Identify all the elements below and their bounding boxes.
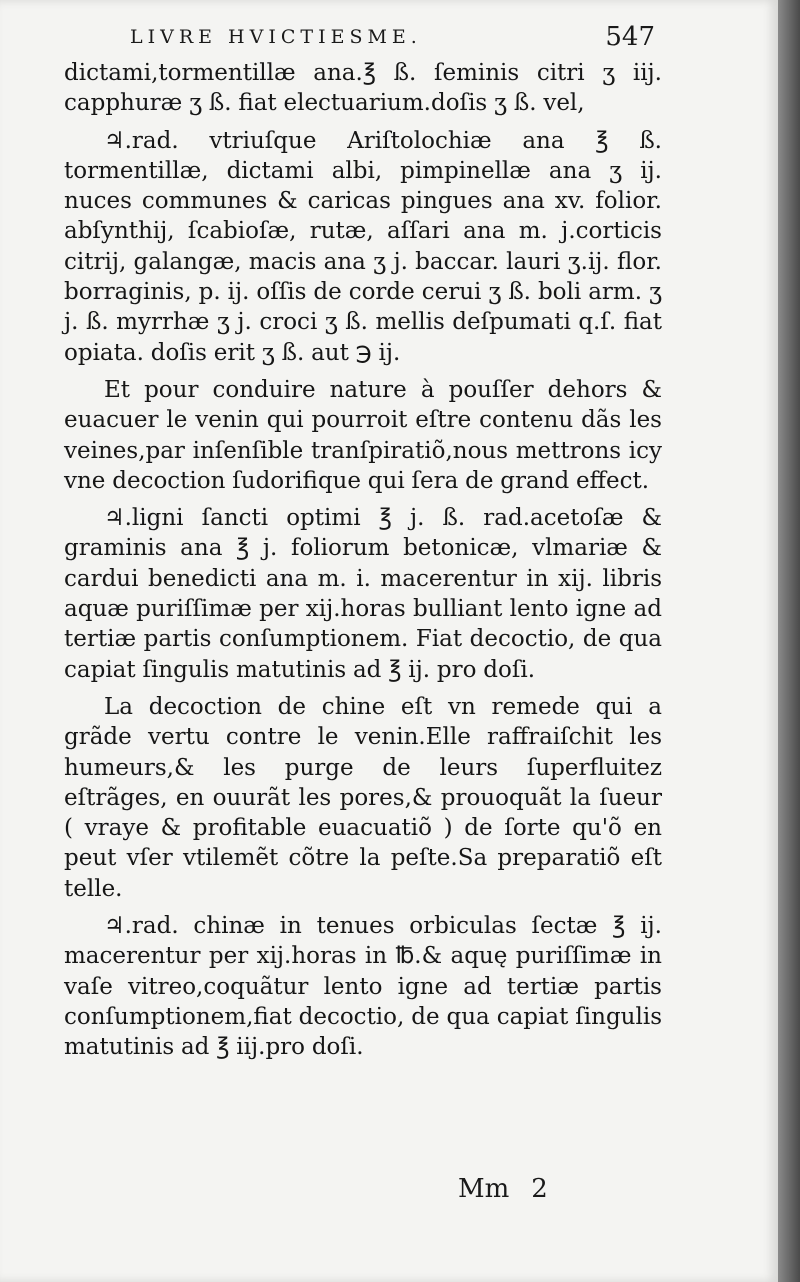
body-text: [64, 58, 662, 1063]
paragraph-china-recipe: ♃.rad. chinæ in tenues orbiculas ſectæ ℥ ij. macerentur per xij.horas in ℔.& aquę puriſſimæ in vaſe vitreo,coquãtur lento igne ad tertiæ partis conſumptionem,fiat decoctio, de qua capiat ſingulis matutinis ad ℥ iij.pro doſi.: [64, 913, 662, 1061]
paragraph-sudorific-intro: Et pour conduire nature à pouſſer dehors & euacuer le venin qui pourroit eſtre contenu dãs les veines,par inſenſible tranſpiratiõ,nous mettrons icy vne decoction ſudorifique qui ſera de grand effect.: [64, 376, 662, 494]
page-header: [130, 22, 655, 58]
signature-letters: Mm: [458, 1174, 510, 1204]
page-number: 547: [605, 22, 655, 52]
running-title: LIVRE HVICTIESME.: [130, 26, 422, 48]
signature-number: 2: [531, 1174, 548, 1204]
book-gutter-shadow: [778, 0, 800, 1282]
signature-mark: [458, 1174, 548, 1204]
paragraph-opiata-recipe: ♃.rad. vtriuſque Ariſtolochiæ ana ℥ ß. tormentillæ, dictami albi, pimpinellæ ana ʒ ij. nuces communes & caricas pingues ana xv. folior. abſynthij, ſcabioſæ, rutæ, aſſari ana m. j.corticis citrij, galangæ, macis ana ʒ j. baccar. lauri ʒ.ij. flor. borraginis, p. ij. oſſis de corde cerui ʒ ß. boli arm. ʒ j. ß. myrrhæ ʒ j. croci ʒ ß. mellis deſpumati q.ſ. fiat opiata. doſis erit ʒ ß. aut ℈ ij.: [64, 127, 662, 366]
paragraph-electuary-end: dictami,tormentillæ ana.℥ ß. ſeminis citri ʒ iij. capphuræ ʒ ß. fiat electuarium.doſis ʒ ß. vel,: [64, 60, 662, 117]
paragraph-guaiac-recipe: ♃.ligni ſancti optimi ℥ j. ß. rad.acetoſæ & graminis ana ℥ j. foliorum betonicæ, vlmariæ & cardui benedicti ana m. i. macerentur in xij. libris aquæ puriſſimæ per xij.horas bulliant lento igne ad tertiæ partis conſumptionem. Fiat decoctio, de qua capiat ſingulis matutinis ad ℥ ij. pro doſi.: [64, 505, 662, 683]
paragraph-china-decoction-intro: La decoction de chine eſt vn remede qui a grãde vertu contre le venin.Elle raffraiſchit les humeurs,& les purge de leurs ſuperfluitez eſtrãges, en ouurãt les pores,& prouoquãt la ſueur ( vraye & profitable euacuatiõ ) de ſorte qu'õ en peut vſer vtilemẽt cõtre la peſte.Sa preparatiõ eſt telle.: [64, 693, 662, 902]
